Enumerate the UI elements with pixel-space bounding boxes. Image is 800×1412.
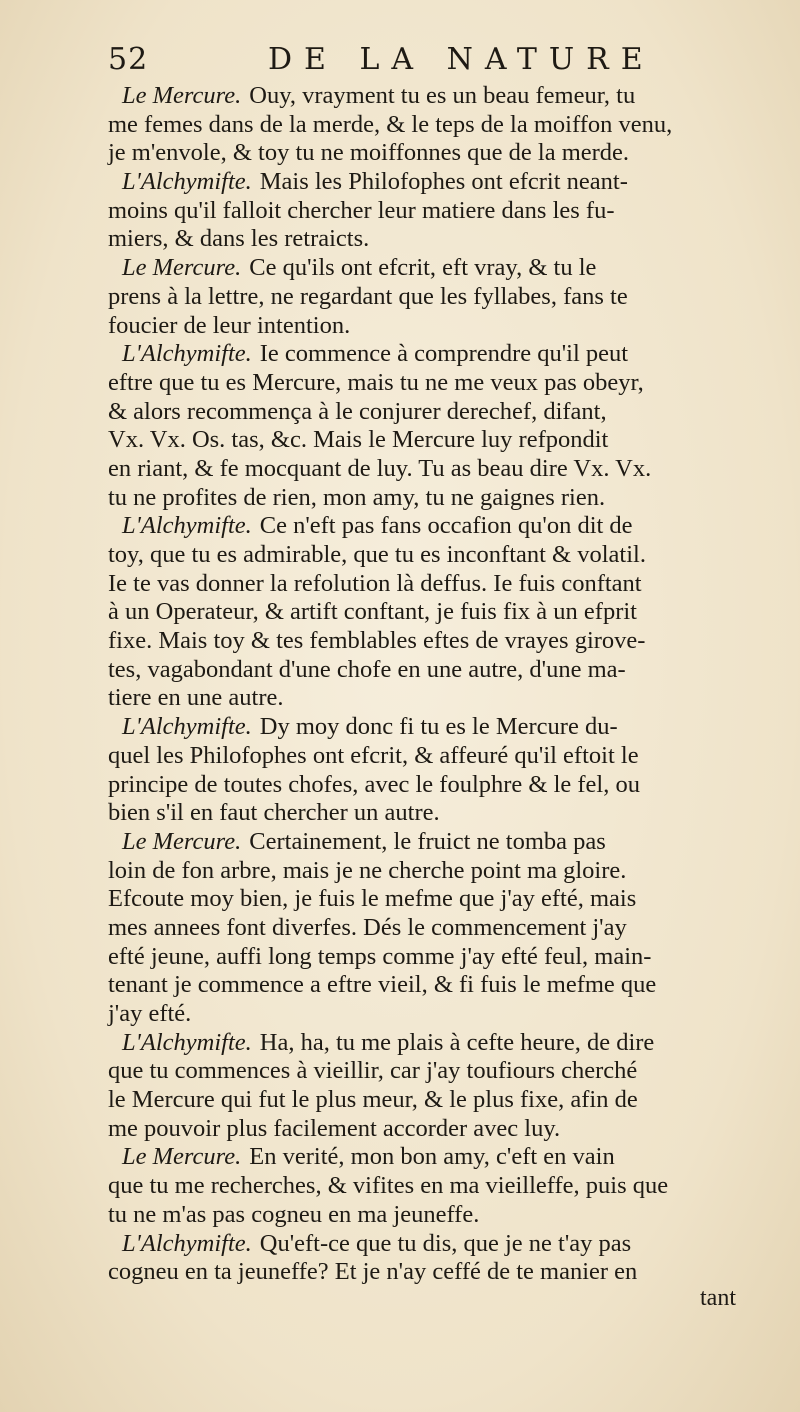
text-body <box>108 82 776 1287</box>
text-line <box>108 312 776 341</box>
paragraph <box>108 340 776 512</box>
text-line <box>108 971 776 1000</box>
line-text: que tu commences à vieillir, car j'ay toufiours cherché <box>108 1057 638 1085</box>
text-line <box>108 742 776 771</box>
line-text: bien s'il en faut chercher un autre. <box>108 799 440 827</box>
text-line <box>108 254 776 283</box>
paragraph <box>108 168 776 254</box>
line-text: Ouy, vrayment tu es un beau femeur, tu <box>249 82 636 109</box>
line-text: que tu me recherches, & vifites en ma vieilleffe, puis que <box>108 1172 669 1200</box>
speaker-label: L'Alchymifte. <box>122 1028 252 1056</box>
text-line <box>108 857 776 886</box>
paragraph <box>108 1230 776 1287</box>
line-text: me pouvoir plus facilement accorder avec luy. <box>108 1114 561 1142</box>
text-line <box>108 225 776 254</box>
text-line <box>108 82 776 111</box>
text-line <box>108 1086 776 1115</box>
line-text: moins qu'il falloit chercher leur matiere dans les fu- <box>108 196 615 224</box>
line-text: tenant je commence a eftre vieil, & fi fuis le mefme que <box>108 971 657 999</box>
text-line <box>108 627 776 656</box>
line-text: Vx. Vx. Os. tas, &c. Mais le Mercure luy refpondit <box>108 426 609 454</box>
line-text: tes, vagabondant d'une chofe en une autre, d'une ma- <box>108 655 626 683</box>
paragraph <box>108 512 776 713</box>
text-line <box>108 426 776 455</box>
text-line <box>108 914 776 943</box>
line-text: quel les Philofophes ont efcrit, & affeuré qu'il eftoit le <box>108 741 639 769</box>
text-line <box>108 1057 776 1086</box>
catchword: tant <box>700 1285 736 1311</box>
line-text: Efcoute moy bien, je fuis le mefme que j'ay efté, mais <box>108 885 637 913</box>
speaker-label: L'Alchymifte. <box>122 340 252 368</box>
paragraph <box>108 1143 776 1229</box>
line-text: Ha, ha, tu me plais à cefte heure, de dire <box>259 1028 655 1056</box>
page-header <box>108 42 768 82</box>
line-text: tu ne m'as pas cogneu en ma jeuneffe. <box>108 1200 480 1228</box>
text-line <box>108 283 776 312</box>
line-text: & alors recommença à le conjurer derechef, difant, <box>108 397 607 425</box>
text-line <box>108 340 776 369</box>
text-line <box>108 1172 776 1201</box>
text-line <box>108 713 776 742</box>
line-text: tu ne profites de rien, mon amy, tu ne gaignes rien. <box>108 483 606 511</box>
text-line <box>108 771 776 800</box>
text-line <box>108 1201 776 1230</box>
text-line <box>108 111 776 140</box>
text-line <box>108 1230 776 1259</box>
line-text: tiere en une autre. <box>108 684 284 712</box>
text-line <box>108 570 776 599</box>
line-text: Mais les Philofophes ont efcrit neant- <box>259 168 628 196</box>
text-line <box>108 684 776 713</box>
text-line <box>108 484 776 513</box>
line-text: En verité, mon bon amy, c'eft en vain <box>249 1143 615 1171</box>
paragraph <box>108 828 776 1029</box>
line-text: Dy moy donc fi tu es le Mercure du- <box>259 713 618 741</box>
speaker-label: L'Alchymifte. <box>122 512 252 540</box>
speaker-label: Le Mercure. <box>122 254 242 282</box>
paragraph <box>108 1029 776 1144</box>
line-text: me femes dans de la merde, & le teps de la moiffon venu, <box>108 110 673 138</box>
text-line <box>108 943 776 972</box>
line-text: j'ay efté. <box>108 1000 192 1027</box>
line-text: le Mercure qui fut le plus meur, & le plus fixe, afin de <box>108 1086 638 1114</box>
line-text: Ce n'eft pas fans occafion qu'on dit de <box>259 512 633 540</box>
text-line <box>108 885 776 914</box>
line-text: miers, & dans les retraicts. <box>108 225 370 253</box>
paragraph <box>108 713 776 828</box>
paragraph <box>108 254 776 340</box>
speaker-label: Le Mercure. <box>122 1143 242 1171</box>
speaker-label: Le Mercure. <box>122 827 242 855</box>
line-text: Ie commence à comprendre qu'il peut <box>259 340 629 368</box>
line-text: efté jeune, auffi long temps comme j'ay efté feul, main- <box>108 942 652 970</box>
line-text: Qu'eft-ce que tu dis, que je ne t'ay pas <box>259 1229 632 1257</box>
text-line <box>108 1258 776 1287</box>
line-text: eftre que tu es Mercure, mais tu ne me veux pas obeyr, <box>108 368 644 396</box>
speaker-label: Le Mercure. <box>122 82 242 109</box>
running-head: DE LA NATURE <box>268 42 655 77</box>
line-text: Certainement, le fruict ne tomba pas <box>249 827 606 855</box>
text-line <box>108 168 776 197</box>
text-line <box>108 369 776 398</box>
text-line <box>108 1143 776 1172</box>
line-text: mes annees font diverfes. Dés le commencement j'ay <box>108 913 627 941</box>
text-line <box>108 1029 776 1058</box>
line-text: en riant, & fe mocquant de luy. Tu as beau dire Vx. Vx. <box>108 454 652 482</box>
page-number: 52 <box>108 42 149 77</box>
text-line <box>108 598 776 627</box>
text-line <box>108 1000 776 1029</box>
line-text: fixe. Mais toy & tes femblables eftes de vrayes girove- <box>108 627 646 655</box>
line-text: principe de toutes chofes, avec le foulphre & le fel, ou <box>108 770 640 798</box>
text-line <box>108 139 776 168</box>
line-text: à un Operateur, & artift conftant, je fuis fix à un efprit <box>108 598 637 626</box>
speaker-label: L'Alchymifte. <box>122 713 252 741</box>
text-line <box>108 799 776 828</box>
line-text: Ce qu'ils ont efcrit, eft vray, & tu le <box>249 254 597 282</box>
line-text: Ie te vas donner la refolution là deffus. Ie fuis conftant <box>108 569 642 597</box>
line-text: toy, que tu es admirable, que tu es inconftant & volatil. <box>108 541 646 568</box>
line-text: loin de fon arbre, mais je ne cherche point ma gloire. <box>108 856 627 884</box>
speaker-label: L'Alchymifte. <box>122 1229 252 1257</box>
text-line <box>108 541 776 570</box>
text-line <box>108 828 776 857</box>
text-line <box>108 197 776 226</box>
text-line <box>108 512 776 541</box>
text-line <box>108 656 776 685</box>
line-text: je m'envole, & toy tu ne moiffonnes que de la merde. <box>108 139 630 167</box>
line-text: cogneu en ta jeuneffe? Et je n'ay ceffé de te manier en <box>108 1258 638 1286</box>
paragraph <box>108 82 776 168</box>
text-line <box>108 1115 776 1144</box>
text-line <box>108 398 776 427</box>
line-text: foucier de leur intention. <box>108 311 351 339</box>
text-line <box>108 455 776 484</box>
line-text: prens à la lettre, ne regardant que les fyllabes, fans te <box>108 282 628 310</box>
speaker-label: L'Alchymifte. <box>122 168 252 196</box>
